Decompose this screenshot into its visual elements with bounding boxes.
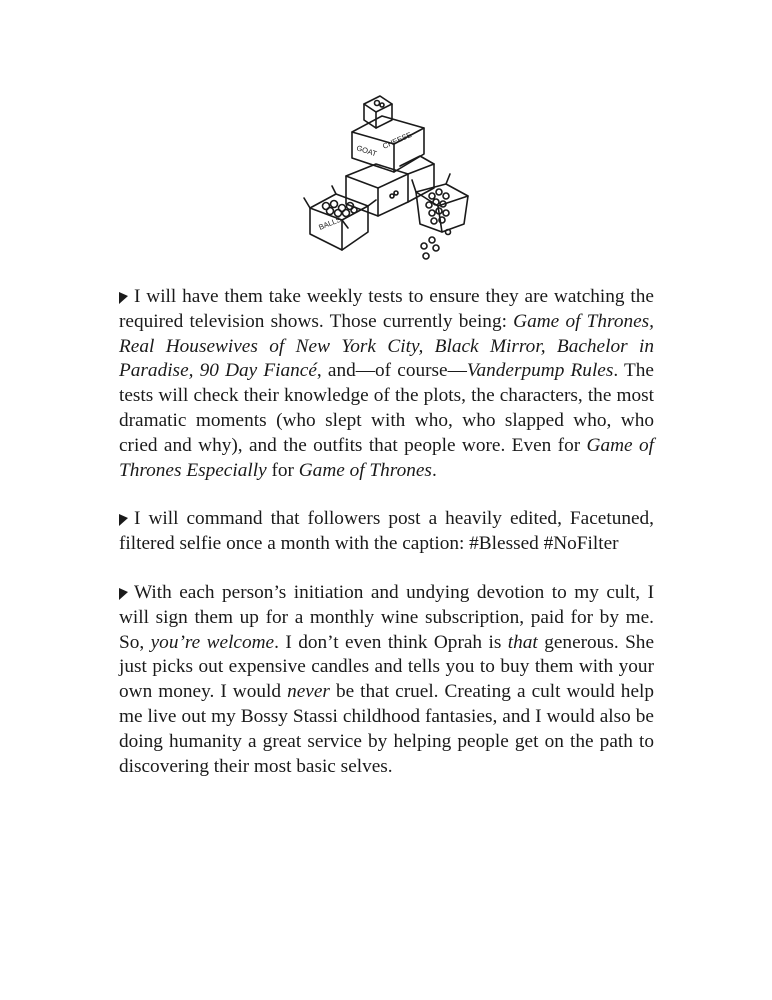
- triangle-bullet-icon: [119, 290, 128, 304]
- triangle-bullet-icon: [119, 512, 128, 526]
- paragraph-text: , and—of course—: [316, 360, 467, 382]
- paragraph-text: be that cruel. Creating a cult would help me live out my Bossy Stassi childhood fantasies, and I would also be doing humanity a great service by helping people get on the path to discovering their most basic selves.: [119, 681, 654, 777]
- italic-text: Game of Thrones, Real Housewives of New York City, Black Mirror, Bachelor in Paradise, 90 Day Fiancé: [119, 310, 654, 382]
- italic-text: Game of Thrones: [298, 459, 432, 481]
- paragraph-text: . The tests will check their knowledge of the plots, the characters, the most dramatic moments (who slept with who, who slapped who, who cried and why), and the outfits that people wore. Even for: [119, 360, 654, 456]
- svg-text:CHEESE: CHEESE: [381, 130, 413, 151]
- paragraph: [119, 581, 654, 779]
- paragraph-text: for: [266, 459, 299, 481]
- paragraph-text: I will command that followers post a heavily edited, Facetuned, filtered selfie once a month with the caption: #Blessed #NoFilter: [119, 508, 654, 555]
- body-text: [119, 285, 654, 779]
- svg-text:GOAT: GOAT: [355, 143, 378, 159]
- italic-text: Vanderpump Rules: [466, 360, 614, 382]
- triangle-bullet-icon: [119, 586, 128, 600]
- paragraph: [119, 507, 654, 557]
- italic-text: Game of Thrones Especially: [119, 434, 654, 481]
- paragraph-text: .: [431, 459, 437, 481]
- paragraph-text: With each person’s initiation and undying devotion to my cult, I will sign them up for a monthly wine subscription, paid for by me. So,: [119, 581, 654, 653]
- cheese-and-balls-boxes-icon: [296, 92, 476, 262]
- italic-text: that: [507, 631, 538, 653]
- paragraph: [119, 285, 654, 483]
- italic-text: never: [287, 681, 330, 703]
- italic-text: you’re welcome: [150, 631, 275, 653]
- paragraph-text: I will have them take weekly tests to ensure they are watching the required television shows. Those currently being:: [119, 286, 654, 332]
- svg-text:BALLS: BALLS: [317, 214, 343, 232]
- paragraph-text: . I don’t even think Oprah is: [274, 631, 508, 653]
- paragraph-text: generous. She just picks out expensive candles and tells you to buy them with your own money. I would: [119, 631, 654, 703]
